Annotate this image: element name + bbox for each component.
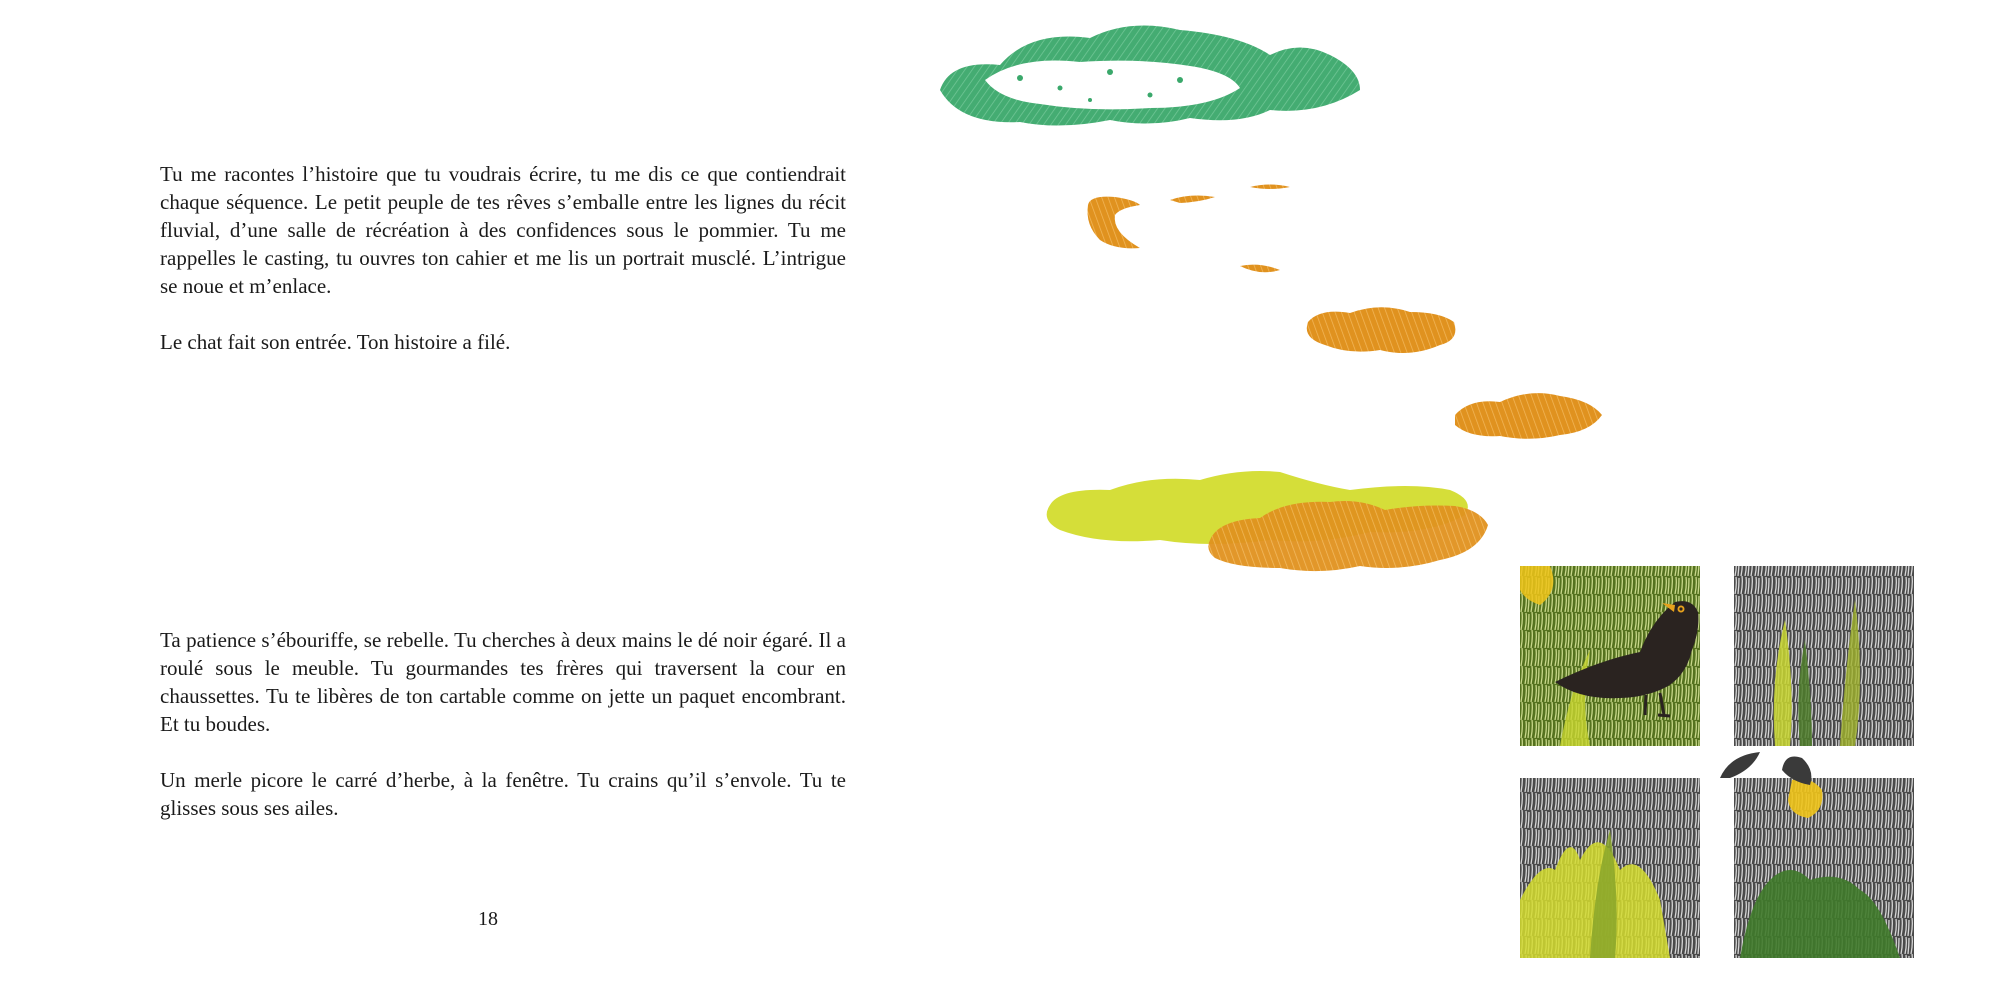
orange-cloud-1 bbox=[1088, 185, 1291, 249]
text-block-top bbox=[160, 160, 846, 356]
orange-cloud-4 bbox=[1455, 393, 1602, 439]
paragraph: Un merle picore le carré d’herbe, à la fenêtre. Tu crains qu’il s’envole. Tu te glisses sous ses ailes. bbox=[160, 768, 846, 820]
orange-cloud-2 bbox=[1240, 265, 1280, 273]
paragraph: Le chat fait son entrée. Ton histoire a filé. bbox=[160, 330, 511, 354]
grass-tile-bottom-left bbox=[1520, 778, 1700, 958]
orange-cloud-3 bbox=[1307, 307, 1456, 353]
green-cloud bbox=[940, 26, 1360, 126]
page-number: 18 bbox=[478, 908, 498, 930]
paragraph: Ta patience s’ébouriffe, se rebelle. Tu cherches à deux mains le dé noir égaré. Il a roulé sous le meuble. Tu gourmandes tes frères qui traversent la cour en chaussettes. Tu te libères de ton cartable comme on jette un paquet encombrant. Et tu boudes. bbox=[160, 628, 846, 736]
left-page bbox=[0, 0, 940, 1000]
illustration bbox=[940, 0, 2000, 1000]
text-block-bottom bbox=[160, 626, 846, 822]
right-page bbox=[940, 0, 2000, 1000]
grass-tile-bottom-right bbox=[1734, 778, 1914, 958]
grass-tile-top-right bbox=[1734, 566, 1914, 746]
paragraph: Tu me racontes l’histoire que tu voudrais écrire, tu me dis ce que contiendrait chaque séquence. Le petit peuple de tes rêves s’emballe entre les lignes du récit fluvial, d’une salle de récréation à des confidences sous le pommier. Tu me rappelles le casting, tu ouvres ton cahier et me lis un portrait musclé. L’intrigue se noue et m’enlace. bbox=[160, 162, 846, 298]
